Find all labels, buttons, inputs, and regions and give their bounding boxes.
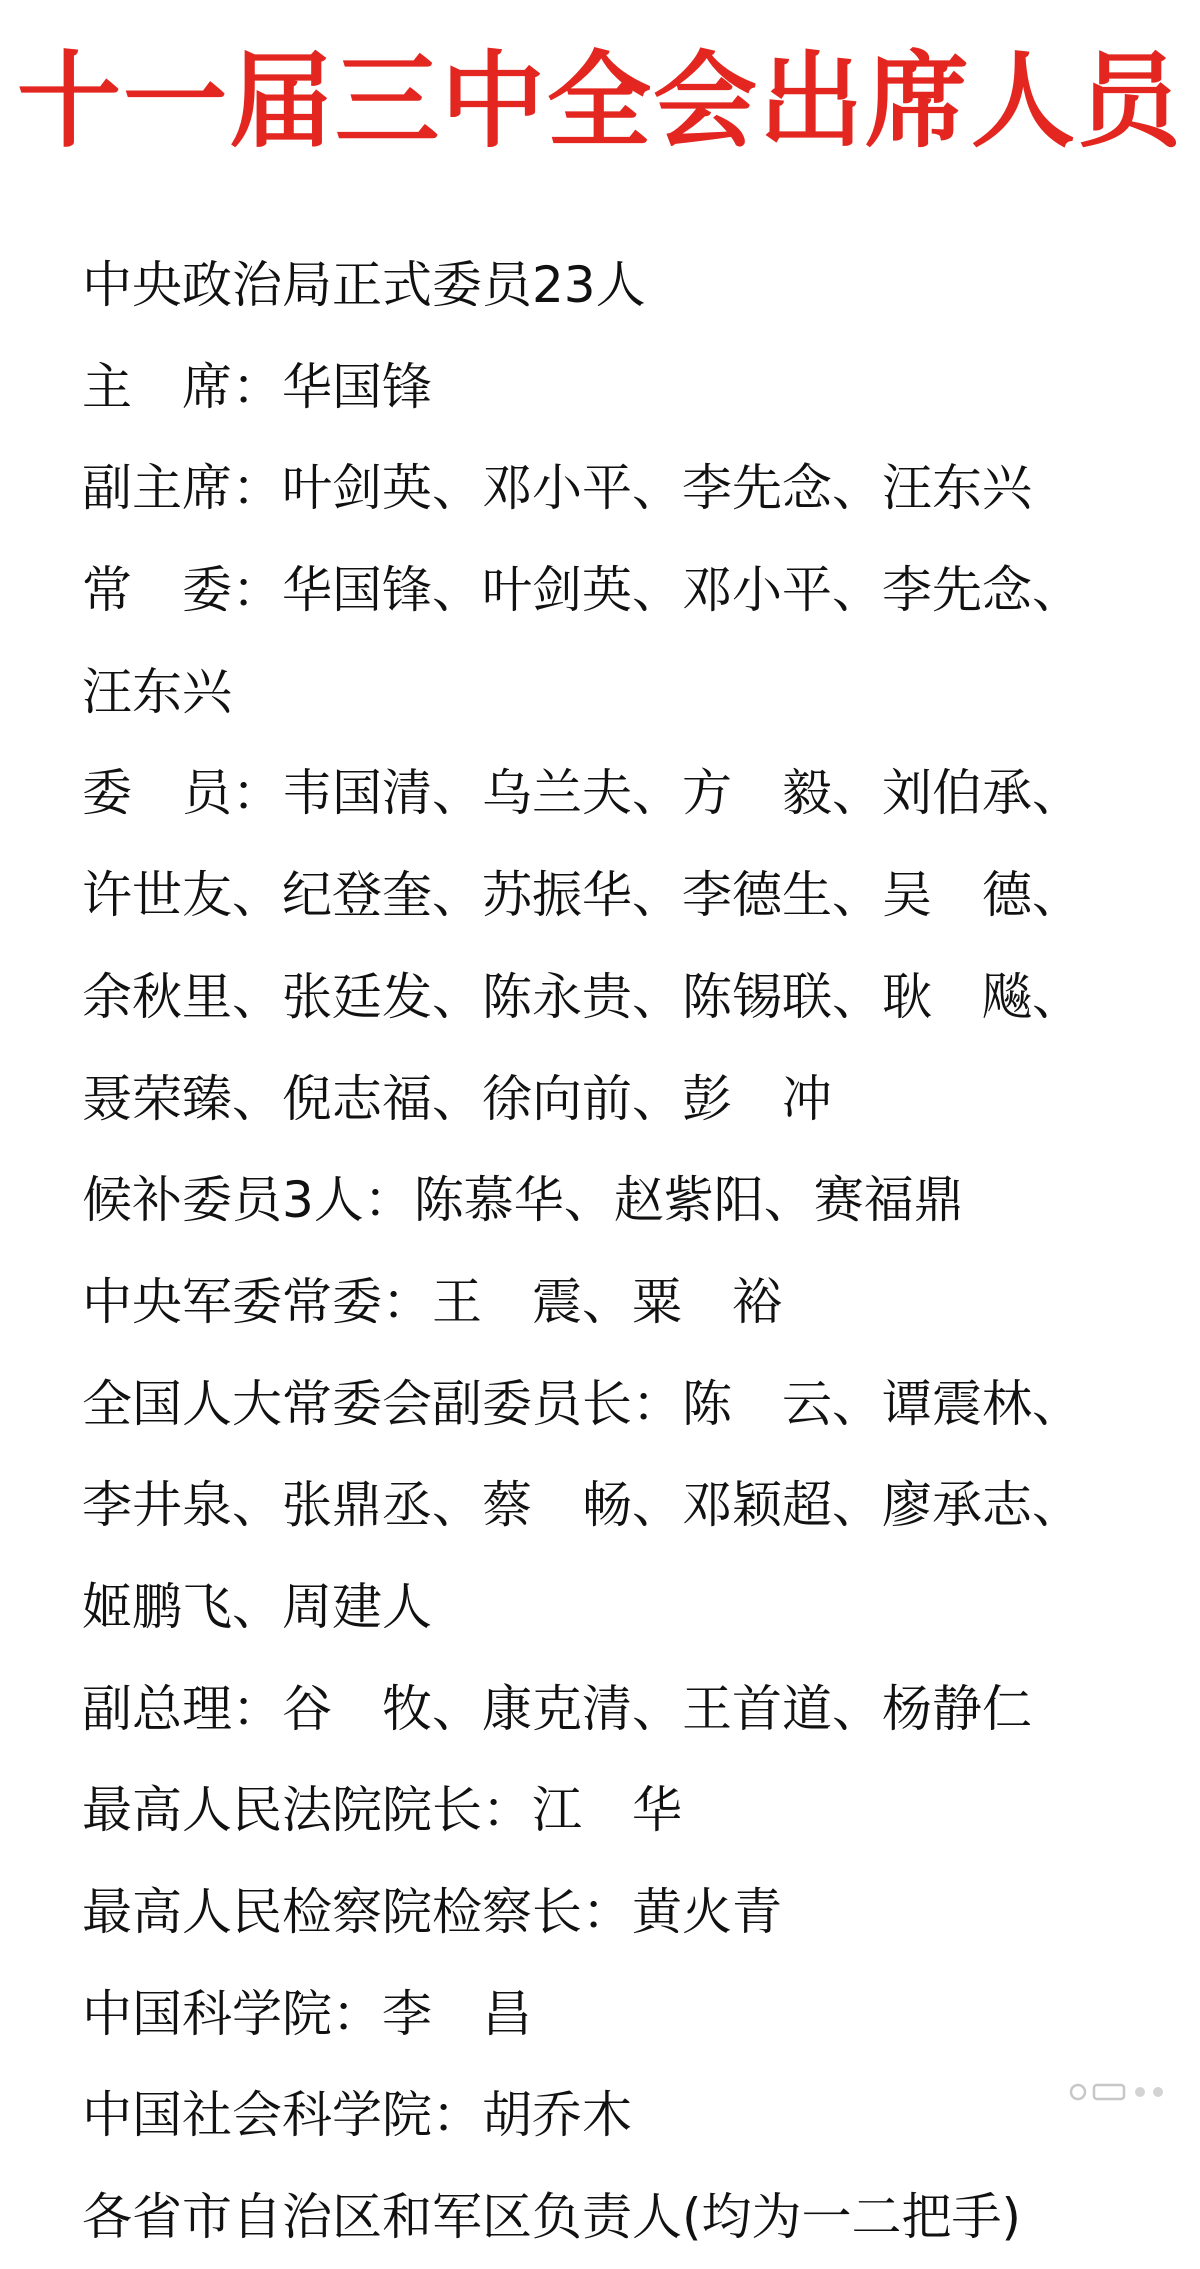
list-line-supreme-court: 最高人民法院院长：江 华 xyxy=(82,1781,682,1840)
list-line-npc-vice-chairs-cont-1: 李井泉、张鼎丞、蔡 畅、邓颖超、廖承志、 xyxy=(82,1476,1082,1535)
list-line-academy-of-social-sciences: 中国社会科学院：胡乔木 xyxy=(82,2086,632,2145)
list-line-vice-chairmen: 副主席：叶剑英、邓小平、李先念、汪东兴 xyxy=(82,459,1032,518)
list-line-politburo-heading: 中央政治局正式委员23人 xyxy=(82,256,646,314)
list-line-standing-committee: 常 委：华国锋、叶剑英、邓小平、李先念、 xyxy=(82,561,1082,620)
list-line-standing-committee-cont: 汪东兴 xyxy=(82,662,232,721)
list-line-members-cont-1: 许世友、纪登奎、苏振华、李德生、吴 德、 xyxy=(82,866,1082,925)
list-line-procuratorate: 最高人民检察院检察长：黄火青 xyxy=(82,1883,782,1941)
list-line-military-commission: 中央军委常委：王 震、粟 裕 xyxy=(82,1272,782,1331)
list-line-vice-premiers: 副总理：谷 牧、康克清、王首道、杨静仁 xyxy=(82,1679,1032,1738)
list-line-chairman: 主 席：华国锋 xyxy=(82,357,432,416)
attendee-list xyxy=(82,235,1172,2269)
list-line-members: 委 员：韦国清、乌兰夫、方 毅、刘伯承、 xyxy=(82,764,1082,823)
watermark-icon xyxy=(1064,2070,1172,2110)
list-line-academy-of-sciences: 中国科学院：李 昌 xyxy=(82,1984,532,2043)
list-line-npc-vice-chairs: 全国人大常委会副委员长：陈 云、谭震林、 xyxy=(82,1374,1082,1433)
list-line-alternate-members: 候补委员3人：陈慕华、赵紫阳、赛福鼎 xyxy=(82,1171,964,1230)
list-line-members-cont-2: 余秋里、张廷发、陈永贵、陈锡联、耿 飚、 xyxy=(82,967,1082,1026)
page-title: 十一届三中全会出席人员 xyxy=(16,40,1183,162)
list-line-npc-vice-chairs-cont-2: 姬鹏飞、周建人 xyxy=(82,1577,432,1636)
list-line-members-cont-3: 聂荣臻、倪志福、徐向前、彭 冲 xyxy=(82,1069,832,1128)
list-line-regional-leaders: 各省市自治区和军区负责人(均为一二把手) xyxy=(82,2188,1022,2247)
